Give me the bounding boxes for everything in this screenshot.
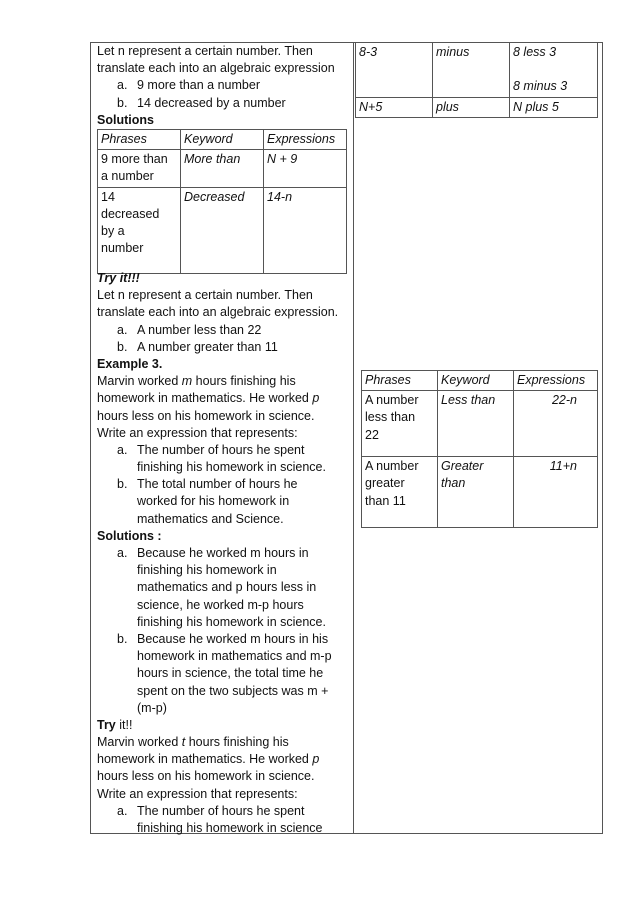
expression-cell: N plus 5	[510, 97, 598, 117]
try-intro-line-2: translate each into an algebraic expression.	[97, 305, 339, 320]
phrase-cell: A number less than 22	[362, 391, 438, 457]
solutions-table	[97, 129, 347, 274]
table-row	[98, 150, 347, 187]
try-2-item-a-cont: finishing his homework in science	[137, 821, 323, 835]
example-3-line-2: homework in mathematics. He worked p	[97, 391, 320, 406]
solutions-heading: Solutions	[97, 112, 154, 127]
try-2-line-4: Write an expression that represents:	[97, 786, 298, 801]
solution-item-a-cont: finishing his homework in	[137, 563, 277, 578]
keyword-cell: plus	[433, 97, 510, 117]
try-2-item-a: a. The number of hours he spent	[117, 803, 305, 818]
try-it-2-heading: Try it!!	[97, 717, 133, 732]
solution-item-a: a. Because he worked m hours in	[117, 546, 309, 560]
header-expressions: Expressions	[514, 371, 598, 391]
solution-item-b-cont: hours in science, the total time he	[137, 666, 324, 681]
keyword-cell: minus	[433, 43, 510, 98]
solution-item-b-cont: (m-p)	[137, 700, 167, 715]
worksheet-frame	[90, 42, 603, 834]
phrase-cell: A number greater than 11	[362, 457, 438, 528]
header-phrases: Phrases	[98, 130, 181, 150]
table-header-row	[98, 130, 347, 150]
example-3-line-1: Marvin worked m hours finishing his	[97, 374, 296, 389]
column-divider	[353, 43, 354, 833]
table-row	[362, 457, 598, 528]
solution-item-a-cont: science, he worked m-p hours	[137, 597, 304, 612]
keyword-cell: Decreased	[181, 187, 264, 273]
phrase-cell: 14 decreased by a number	[98, 187, 181, 273]
left-column	[97, 43, 349, 129]
expression-cell: 8 less 3 8 minus 3	[510, 43, 598, 98]
header-expressions: Expressions	[264, 130, 347, 150]
example-3-line-3: hours less on his homework in science.	[97, 408, 315, 423]
header-phrases: Phrases	[362, 371, 438, 391]
solution-item-b: b. Because he worked m hours in his	[117, 631, 329, 646]
table-row	[98, 187, 347, 273]
try-item-b: b. A number greater than 11	[117, 339, 278, 354]
top-right-table	[355, 42, 598, 118]
example-3-item-a: a. The number of hours he spent	[117, 442, 305, 457]
example-3-item-b-cont: worked for his homework in	[137, 494, 290, 509]
try-2-line-1: Marvin worked t hours finishing his	[97, 735, 289, 750]
phrase-cell: N+5	[356, 97, 433, 117]
try-intro-line-1: Let n represent a certain number. Then	[97, 288, 313, 303]
example-3-line-4: Write an expression that represents:	[97, 425, 298, 440]
expression-cell: 22-n	[514, 391, 598, 457]
table-row	[356, 97, 598, 117]
keyword-cell: More than	[181, 150, 264, 187]
phrase-cell: 8-3	[356, 43, 433, 98]
solution-item-b-cont: homework in mathematics and m-p	[137, 649, 332, 664]
keyword-cell: Greater than	[438, 457, 514, 528]
intro-line-2: translate each into an algebraic expression	[97, 61, 335, 76]
solution-item-a-cont: mathematics and p hours less in	[137, 580, 317, 595]
try-2-line-2: homework in mathematics. He worked p	[97, 752, 320, 767]
header-keyword: Keyword	[438, 371, 514, 391]
try-it-heading: Try it!!!	[97, 271, 140, 285]
header-keyword: Keyword	[181, 130, 264, 150]
solutions-2-heading: Solutions :	[97, 528, 162, 543]
item-a: a. 9 more than a number	[117, 78, 260, 93]
expression-cell: N + 9	[264, 150, 347, 187]
keyword-cell: Less than	[438, 391, 514, 457]
answer-table	[361, 370, 598, 528]
try-2-line-3: hours less on his homework in science.	[97, 769, 315, 784]
example-3-heading: Example 3.	[97, 356, 163, 371]
example-3-item-b-cont: mathematics and Science.	[137, 511, 284, 526]
left-column-lower	[97, 270, 349, 837]
example-3-item-a-cont: finishing his homework in science.	[137, 460, 326, 475]
solution-item-b-cont: spent on the two subjects was m +	[137, 683, 329, 698]
table-row	[356, 43, 598, 98]
solution-item-a-cont: finishing his homework in science.	[137, 614, 326, 629]
item-b: b. 14 decreased by a number	[117, 95, 286, 110]
try-item-a: a. A number less than 22	[117, 322, 262, 337]
expression-cell: 11+n	[514, 457, 598, 528]
table-row	[362, 391, 598, 457]
expression-cell: 14-n	[264, 187, 347, 273]
table-header-row	[362, 371, 598, 391]
intro-line-1: Let n represent a certain number. Then	[97, 44, 313, 58]
example-3-item-b: b. The total number of hours he	[117, 477, 298, 492]
phrase-cell: 9 more than a number	[98, 150, 181, 187]
